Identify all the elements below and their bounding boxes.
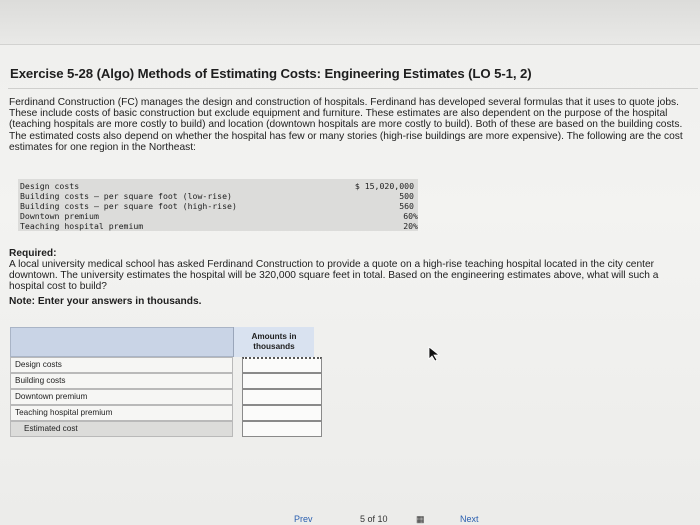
cost-value: 60%	[403, 211, 418, 221]
mouse-cursor-icon	[428, 346, 442, 362]
cost-label: Downtown premium	[20, 211, 99, 221]
row-label-building-costs: Building costs	[10, 373, 233, 389]
row-label-estimated-cost: Estimated cost	[10, 421, 233, 437]
exercise-title: Exercise 5-28 (Algo) Methods of Estimating Costs: Engineering Estimates (LO 5-1, 2)	[10, 66, 532, 81]
browser-topbar	[0, 0, 700, 45]
required-text: A local university medical school has asked Ferdinand Construction to provide a quote on a high-rise teaching hospital located in the city center downtown. The university estimates the hospital will be 320,000 square feet in total. Based on the engineering estimates above, what will such a hospital cost to build?	[9, 259, 659, 293]
cost-label: Design costs	[20, 181, 80, 191]
row-label-design-costs: Design costs	[10, 357, 233, 373]
teaching-premium-input[interactable]	[242, 405, 322, 421]
answer-table	[10, 327, 314, 439]
title-divider	[8, 88, 698, 89]
cost-label: Building costs — per square foot (high-rise)	[20, 201, 237, 211]
page-indicator: 5 of 10	[360, 514, 388, 524]
design-costs-input[interactable]	[242, 357, 322, 373]
cost-label: Teaching hospital premium	[20, 221, 144, 231]
building-costs-input[interactable]	[242, 373, 322, 389]
cost-value: $ 15,020,000	[354, 181, 414, 191]
intro-paragraph: Ferdinand Construction (FC) manages the design and construction of hospitals. Ferdinand has developed several formulas that it uses to quote jobs. These include costs of basic construction but exclude equipment and furniture. These estimates are also dependent on the purpose of the hospital (teaching hospitals are more costly to build) and location (downtown hospitals are more costly to build). Both of these are based on the building costs. The estimated costs also depend on whether the hospital has few or many stories (high-rise buildings are more expensive). The following are the cost estimates for one region in the Northeast:	[9, 97, 683, 153]
note: Note: Enter your answers in thousands.	[9, 296, 202, 307]
estimated-cost-input[interactable]	[242, 421, 322, 437]
prev-button[interactable]: Prev	[294, 514, 313, 524]
cost-value: 560	[399, 201, 414, 211]
amounts-header: Amounts in thousands	[233, 327, 314, 357]
row-label-teaching-premium: Teaching hospital premium	[10, 405, 233, 421]
cost-value: 500	[399, 191, 414, 201]
required-label: Required:	[9, 248, 57, 259]
grid-icon[interactable]: ▦	[416, 514, 425, 524]
downtown-premium-input[interactable]	[242, 389, 322, 405]
cost-label: Building costs — per square foot (low-rise)	[20, 191, 232, 201]
pagination-footer	[290, 510, 530, 525]
row-label-downtown-premium: Downtown premium	[10, 389, 233, 405]
next-button[interactable]: Next	[460, 514, 479, 524]
cost-value: 20%	[403, 221, 418, 231]
